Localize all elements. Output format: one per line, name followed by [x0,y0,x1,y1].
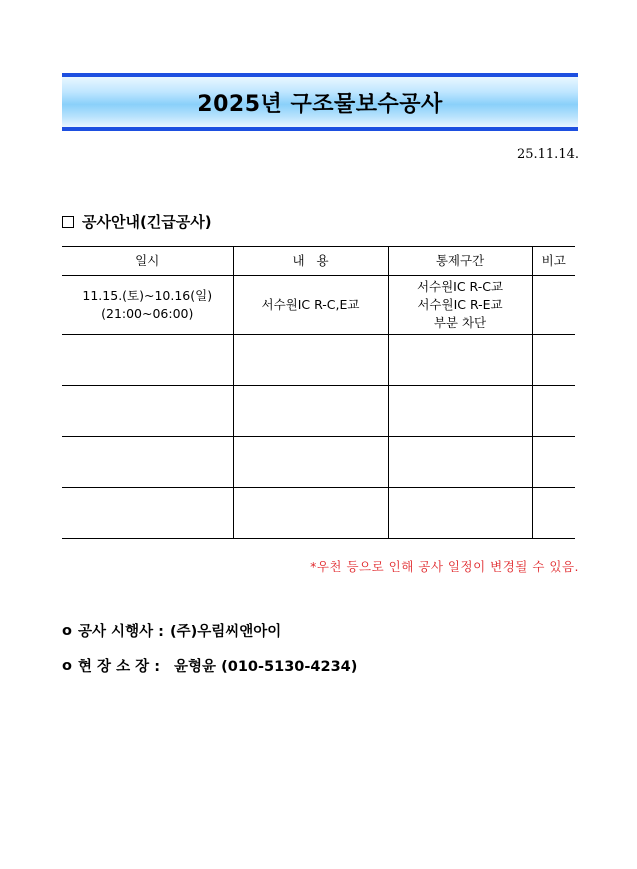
bullet-icon: o [62,657,72,674]
weather-notice: *우천 등으로 인해 공사 일정이 변경될 수 있음. [310,559,579,574]
table-row-empty [62,488,575,539]
title-banner [62,73,578,131]
header-content: 내 용 [233,247,388,276]
site-manager-value: 윤형윤 (010-5130-4234) [174,659,358,675]
bullet-icon: o [62,622,72,639]
table-row-empty [62,386,575,437]
control-line: 부분 차단 [433,315,487,330]
contractor-label: 공사 시행사 : [78,624,164,640]
table-row-empty [62,437,575,488]
table-row [62,276,575,335]
cell-datetime [62,276,233,335]
time-range-line: (21:00~06:00) [101,306,194,321]
cell-remarks [532,276,575,335]
table-row-empty [62,335,575,386]
section-heading-text: 공사안내(긴급공사) [82,213,212,231]
contractor-line [62,620,281,641]
control-line: 서수원IC R-C교 [416,279,504,294]
document-date: 25.11.14. [516,147,579,162]
header-control-section: 통제구간 [388,247,532,276]
table-header-row [62,247,575,276]
cell-content: 서수원IC R-C,E교 [233,276,388,335]
control-line: 서수원IC R-E교 [417,297,503,312]
checkbox-icon [62,216,74,228]
construction-info-table [62,246,575,539]
site-manager-line [62,655,357,676]
datetime-line: 11.15.(토)~10.16(일) [82,288,213,303]
header-remarks: 비고 [532,247,575,276]
section-heading [62,211,212,232]
site-manager-label: 현 장 소 장 : [78,659,161,675]
cell-control-section [388,276,532,335]
page-title: 2025년 구조물보수공사 [197,91,443,117]
header-datetime: 일시 [62,247,233,276]
contractor-value: (주)우림씨앤아이 [169,624,282,640]
